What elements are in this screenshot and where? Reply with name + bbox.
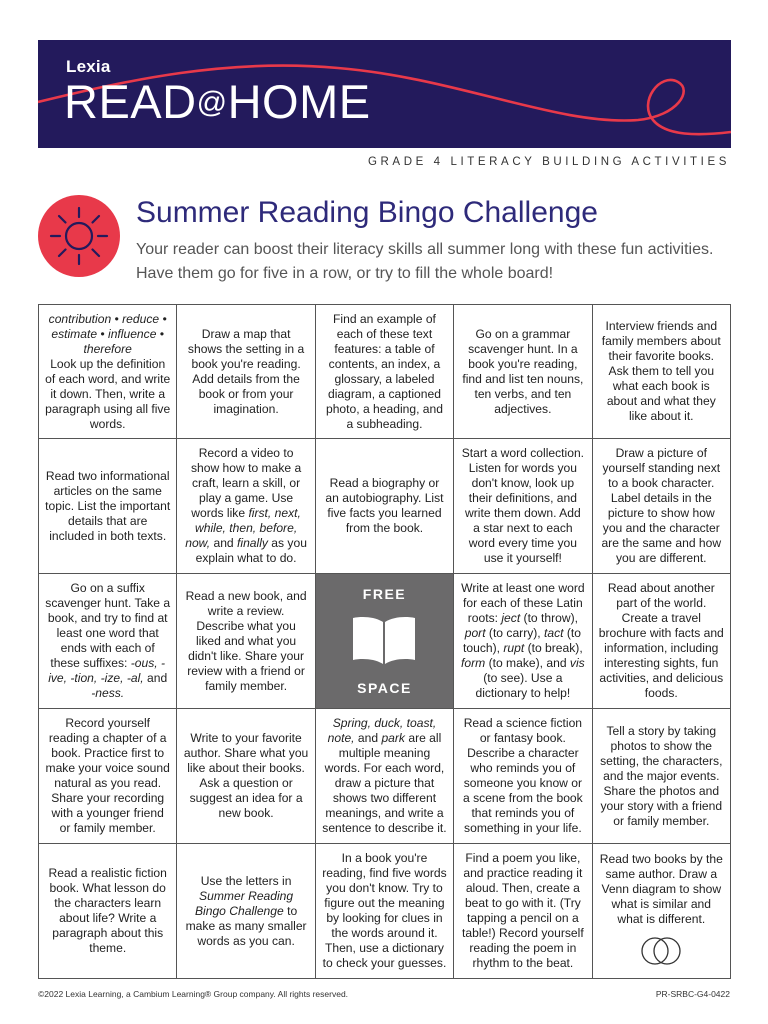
page-title: Summer Reading Bingo Challenge — [136, 196, 598, 229]
bingo-cell: Write to your favorite author. Share what you like about their books. Ask a question or suggest an idea for a new book. — [177, 709, 315, 844]
bingo-cell: Spring, duck, toast, note, and park are all multiple meaning words. For each word, draw a picture that shows two different meanings, and write a sentence to describe it. — [315, 709, 453, 844]
bingo-cell: Tell a story by taking photos to show the setting, the characters, and the major events. Share the photos and your story with a friend or family member. — [592, 709, 730, 844]
bingo-cell: Find a poem you like, and practice reading it aloud. Then, create a beat to go with it. (Try tapping a pencil on a table!) Record yourself reading the poem in rhythm to the beat. — [454, 844, 592, 979]
bingo-cell: Read a realistic fiction book. What lesson do the characters learn about life? Write a paragraph about this theme. — [39, 844, 177, 979]
bingo-board — [38, 304, 731, 979]
bingo-cell: Record yourself reading a chapter of a book. Practice first to make your voice sound natural as you read. Share your recording with a younger friend or family member. — [39, 709, 177, 844]
bingo-cell: Read a new book, and write a review. Describe what you liked and what you didn't like. Share your review with a friend or family member. — [177, 574, 315, 709]
free-space-cell — [315, 574, 453, 709]
open-book-icon — [349, 614, 419, 666]
copyright-notice: ©2022 Lexia Learning, a Cambium Learning® Group company. All rights reserved. — [38, 989, 349, 999]
bingo-cell: Read a science fiction or fantasy book. Describe a character who reminds you of someone you know or a scene from the book that reminds you of something in your life. — [454, 709, 592, 844]
bingo-cell: Read two informational articles on the same topic. List the important details that are included in both texts. — [39, 439, 177, 574]
bingo-cell: Read about another part of the world. Create a travel brochure with facts and information, including interesting sights, fun activities, and delicious foods. — [592, 574, 730, 709]
space-label: SPACE — [357, 679, 412, 696]
bingo-cell: Go on a suffix scavenger hunt. Take a book, and try to find at least one word that ends with each of these suffixes: -ous, -ive, -tion, -ize, -al, and -ness. — [39, 574, 177, 709]
document-code: PR-SRBC-G4-0422 — [655, 989, 730, 999]
page-subtitle: Your reader can boost their literacy skills all summer long with these fun activities. Have them go for five in a row, or try to fill the whole board! — [136, 241, 714, 282]
bingo-cell: Start a word collection. Listen for words you don't know, look up their definitions, and write them down. Add a star next to each word every time you use it yourself! — [454, 439, 592, 574]
logo-read: READ — [64, 75, 197, 128]
logo-home: HOME — [227, 75, 371, 128]
venn-diagram-icon — [638, 935, 684, 967]
logo-at: @ — [196, 86, 228, 119]
bingo-cell: Interview friends and family members about their favorite books. Ask them to tell you what each book is about and what they like about it. — [592, 305, 730, 439]
bingo-cell: Read two books by the same author. Draw a Venn diagram to show what is similar and what is different. — [592, 844, 730, 979]
bingo-cell: In a book you're reading, find five words you don't know. Try to figure out the meaning by looking for clues in the words around it. Then, use a dictionary to check your guesses. — [315, 844, 453, 979]
sun-icon — [38, 195, 120, 277]
grade-label: GRADE 4 LITERACY BUILDING ACTIVITIES — [367, 156, 730, 168]
header-banner — [38, 40, 731, 148]
bingo-cell: Use the letters in Summer Reading Bingo Challenge to make as many smaller words as you can. — [177, 844, 315, 979]
bingo-cell: Draw a picture of yourself standing next to a book character. Label details in the picture to show how you and the character are the same and how you are different. — [592, 439, 730, 574]
bingo-cell: Write at least one word for each of these Latin roots: ject (to throw), port (to carry), tact (to touch), rupt (to break), form (to make), and vis (to see). Use a dictionary to help! — [454, 574, 592, 709]
bingo-cell: Draw a map that shows the setting in a book you're reading. Add details from the book or from your imagination. — [177, 305, 315, 439]
bingo-cell: Find an example of each of these text features: a table of contents, an index, a glossary, a labeled diagram, a captioned photo, a heading, and a subheading. — [315, 305, 453, 439]
lexia-logo: Lexia — [66, 57, 111, 76]
bingo-cell: Record a video to show how to make a craft, learn a skill, or play a game. Use words like first, next, while, then, before, now, and finally as you explain what to do. — [177, 439, 315, 574]
free-label: FREE — [362, 585, 407, 602]
bingo-cell: contribution • reduce • estimate • influence • therefore Look up the definition of each word, and write it down. Then, write a paragraph using all five words. — [39, 305, 177, 439]
bingo-cell: Go on a grammar scavenger hunt. In a book you're reading, find and list ten nouns, ten verbs, and ten adjectives. — [454, 305, 592, 439]
read-at-home-logo — [64, 75, 371, 128]
bingo-cell: Read a biography or an autobiography. List five facts you learned from the book. — [315, 439, 453, 574]
